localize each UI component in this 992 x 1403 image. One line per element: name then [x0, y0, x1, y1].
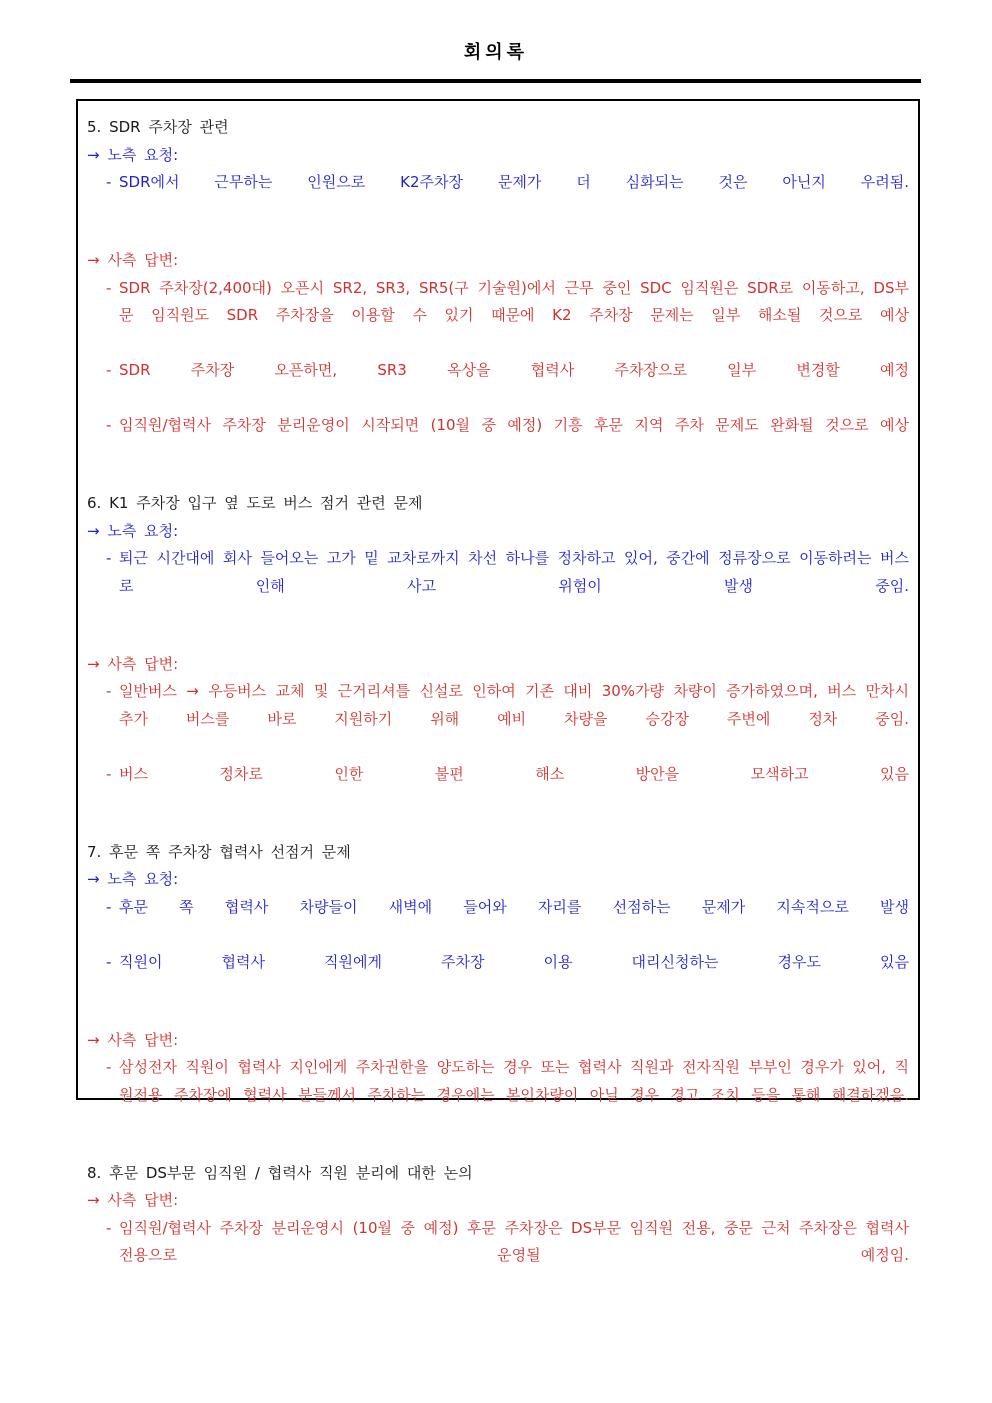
item-text: 버스 정차로 인한 불편 해소 방안을 모색하고 있음 — [119, 764, 909, 783]
list-item — [87, 1054, 909, 1137]
section-heading: 7. 후문 쪽 주차장 협력사 선점거 문제 — [87, 842, 351, 861]
title-divider — [70, 79, 921, 83]
page-title: 회의록 — [463, 42, 529, 63]
labor-request-label: → 노측 요청: — [87, 870, 179, 888]
dash-marker: - — [106, 361, 112, 379]
dash-marker: - — [106, 173, 112, 191]
dash-marker: - — [106, 682, 112, 700]
item-text: SDR 주차장 오픈하면, SR3 옥상을 협력사 주차장으로 일부 변경할 예정 — [119, 361, 909, 379]
minutes-content-box — [76, 99, 920, 1264]
management-answer-block — [87, 651, 909, 816]
item-text: 퇴근 시간대에 회사 들어오는 고가 밑 교차로까지 차선 하나를 정차하고 있어, 중간에 정류장으로 이동하려는 버스로 인해 사고 위험이 발생 중임. — [119, 549, 909, 595]
dash-marker: - — [106, 897, 112, 916]
section-8-ds-separation-discussion — [87, 1160, 909, 1298]
item-text: SDR 주차장(2,400대) 오픈시 SR2, SR3, SR5(구 기술원)에서 근무 중인 SDC 임직원은 SDR로 이동하고, DS부문 임직원도 SDR 주차장을 이용할 수 있기 때문에 K2 주차장 문제는 일부 해소될 것으로 예상 — [119, 278, 909, 324]
list-item — [87, 1215, 909, 1298]
management-answer-label: → 사측 답변: — [87, 1191, 179, 1209]
labor-request-block — [87, 142, 909, 225]
section-heading: 8. 후문 DS부문 임직원 / 협력사 직원 분리에 대한 논의 — [87, 1163, 473, 1182]
dash-marker: - — [106, 278, 112, 297]
labor-request-block — [87, 866, 909, 1004]
dash-marker: - — [106, 1058, 112, 1076]
management-answer-label: → 사측 답변: — [87, 1030, 179, 1049]
list-item — [87, 545, 909, 628]
management-answer-block — [87, 1187, 909, 1297]
management-answer-block — [87, 1027, 909, 1137]
labor-request-label: → 노측 요청: — [87, 521, 179, 540]
management-answer-label: → 사측 답변: — [87, 251, 179, 269]
section-6-k1-bus-occupation — [87, 490, 909, 816]
list-item — [87, 761, 909, 816]
labor-request-label: → 노측 요청: — [87, 145, 179, 164]
list-item — [87, 894, 909, 949]
item-text: 임직원/협력사 주차장 분리운영시 (10월 중 예정) 후문 주차장은 DS부문 임직원 전용, 중문 근처 주차장은 협력사 전용으로 운영될 예정임. — [119, 1218, 909, 1264]
list-item — [87, 949, 909, 1004]
dash-marker: - — [106, 549, 112, 567]
section-5-sdr-parking — [87, 114, 909, 467]
dash-marker: - — [106, 416, 112, 434]
list-item — [87, 357, 909, 412]
list-item — [87, 169, 909, 224]
management-answer-label: → 사측 답변: — [87, 654, 179, 673]
list-item — [87, 678, 909, 761]
item-text: SDR에서 근무하는 인원으로 K2주차장 문제가 더 심화되는 것은 아닌지 우려됨. — [119, 173, 909, 191]
labor-request-block — [87, 518, 909, 628]
dash-marker: - — [106, 1218, 112, 1237]
management-answer-block — [87, 247, 909, 467]
list-item — [87, 412, 909, 467]
item-text: 직원이 협력사 직원에게 주차장 이용 대리신청하는 경우도 있음 — [119, 952, 909, 971]
item-text: 일반버스 → 우등버스 교체 및 근거리셔틀 신설로 인하여 기존 대비 30%가량 차량이 증가하였으며, 버스 만차시 추가 버스를 바로 지원하기 위해 예비 차량을 승강장 주변에 정차 중임. — [119, 682, 909, 728]
dash-marker: - — [106, 764, 112, 783]
list-item — [87, 275, 909, 358]
section-heading: 5. SDR 주차장 관련 — [87, 118, 229, 136]
item-text: 후문 쪽 협력사 차량들이 새벽에 들어와 자리를 선점하는 문제가 지속적으로 발생 — [119, 897, 909, 916]
section-7-rear-gate-preoccupation — [87, 839, 909, 1137]
dash-marker: - — [106, 952, 112, 971]
section-heading: 6. K1 주차장 입구 옆 도로 버스 점거 관련 문제 — [87, 494, 423, 512]
item-text: 임직원/협력사 주차장 분리운영이 시작되면 (10월 중 예정) 기흥 후문 지역 주차 문제도 완화될 것으로 예상 — [119, 416, 909, 434]
item-text: 삼성전자 직원이 협력사 지인에게 주차권한을 양도하는 경우 또는 협력사 직원과 전자직원 부부인 경우가 있어, 직원전용 주차장에 협력사 분들께서 주차하는 경우에는 본인차량이 아닐 경우 경고 조치 등을 통해 해결하겠음. — [119, 1058, 909, 1104]
